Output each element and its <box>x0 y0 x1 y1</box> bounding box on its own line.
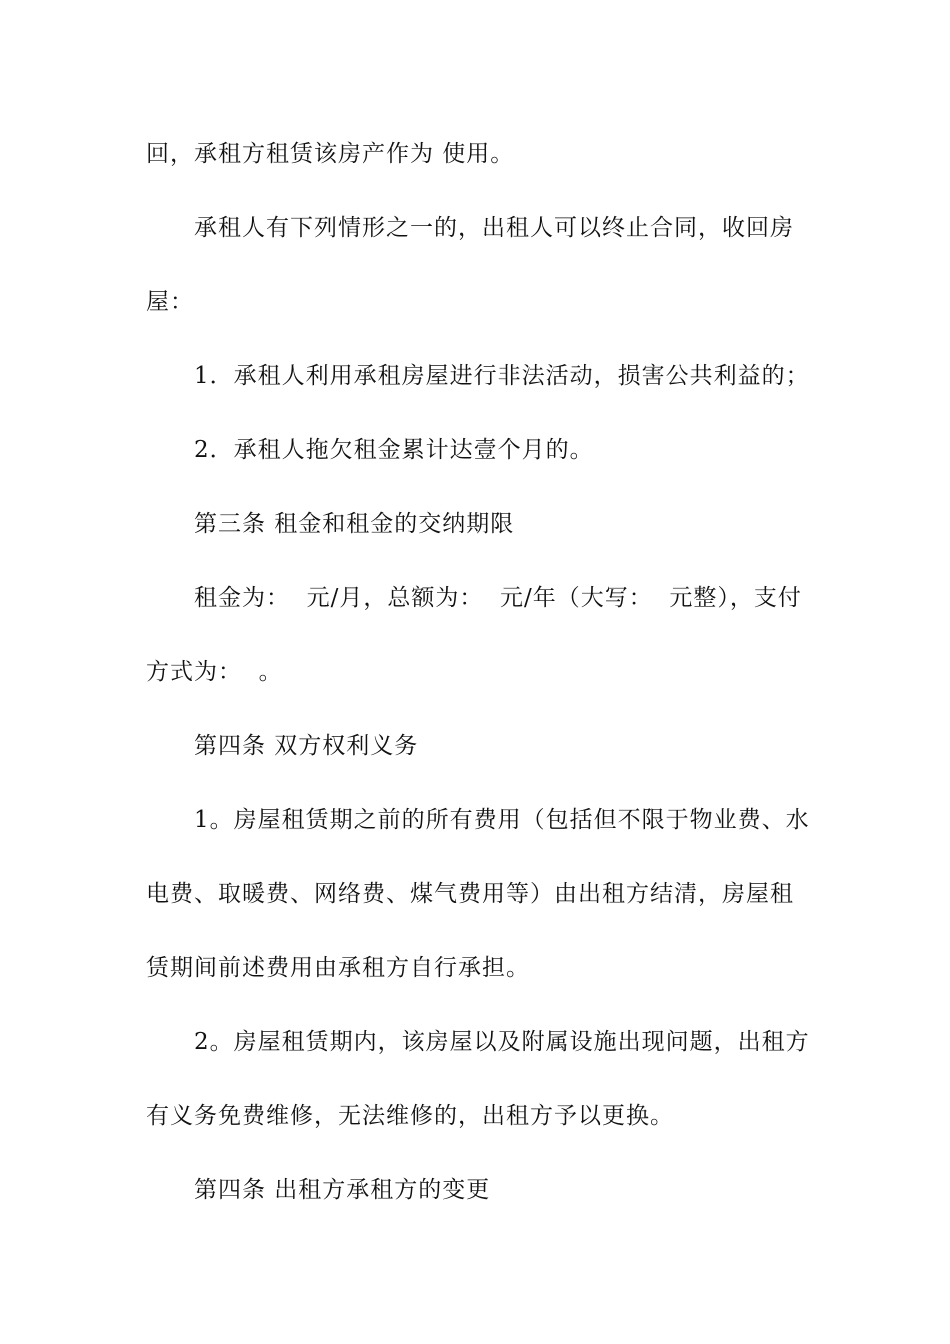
text-line-repairs-2: 有义务免费维修，无法维修的，出租方予以更换。 <box>146 1103 674 1129</box>
list-item-rent-arrears: 2．承租人拖欠租金累计达壹个月的。 <box>194 437 594 463</box>
text-line-fees-2: 电费、取暖费、网络费、煤气费用等）由出租方结清，房屋租 <box>146 881 794 907</box>
section-heading-article-4-rights: 第四条 双方权利义务 <box>194 733 419 759</box>
section-heading-article-3: 第三条 租金和租金的交纳期限 <box>194 511 515 537</box>
text-line-rent-amount: 租金为： 元/月，总额为： 元/年（大写： 元整），支付 <box>194 585 802 611</box>
section-heading-article-4-change: 第四条 出租方承租方的变更 <box>194 1177 491 1203</box>
text-line-termination-intro-cont: 屋： <box>146 289 194 315</box>
text-line-continuation: 回，承租方租赁该房产作为 使用。 <box>146 141 515 167</box>
text-line-fees-3: 赁期间前述费用由承租方自行承担。 <box>146 955 530 981</box>
text-line-termination-intro: 承租人有下列情形之一的，出租人可以终止合同，收回房 <box>194 215 794 241</box>
text-line-payment-method: 方式为： 。 <box>146 659 283 685</box>
list-item-illegal-activity: 1．承租人利用承租房屋进行非法活动，损害公共利益的； <box>194 363 810 389</box>
text-line-fees-1: 1。房屋租赁期之前的所有费用（包括但不限于物业费、水 <box>194 807 810 833</box>
text-line-repairs-1: 2。房屋租赁期内，该房屋以及附属设施出现问题，出租方 <box>194 1029 810 1055</box>
